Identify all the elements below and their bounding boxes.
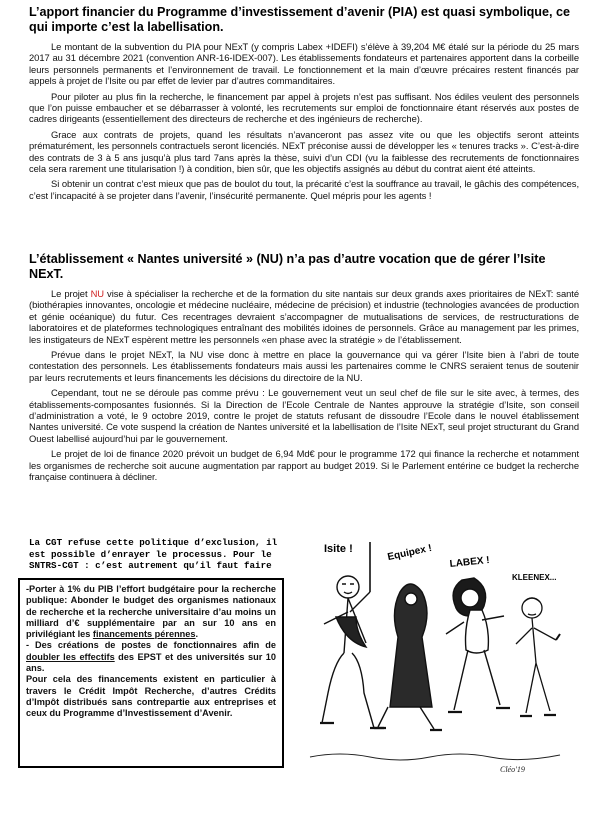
demand-1: -Porter à 1% du PIB l’effort budgétaire pour la recherche publique: Abonder le budget des organismes nationaux de recherche et la recherche universitaire d’au moins un milliard d’€ supplémentaire par an sur 10 ans en privilégiant les financements pérennes. — [26, 584, 276, 640]
pia-paragraph-1: Le montant de la subvention du PIA pour NExT (y compris Labex +IDEFI) s’élève à 39,204 M€ étalé sur la période du 25 mars 2017 au 31 décembre 2021 (convention ANR-16-IDEX-007). Les établissements fondateurs et partenaires apportent dans la corbeille leurs personnels permanents et l’environnement de travail. Le fonctionnement et la main d’œuvre précaires restent financés par appels à projet de l’Isite ou par effet de levier par d’autres commanditaires. — [29, 41, 579, 87]
cartoon-signature: Cléo'19 — [500, 765, 525, 774]
cartoon-label-labex: LABEX ! — [449, 554, 491, 571]
cgt-demands-box — [18, 578, 284, 768]
satirical-cartoon — [300, 532, 575, 784]
nu-paragraph-1: Le projet NU vise à spécialiser la recherche et de la formation du site nantais sur deux grands axes prioritaires de NExT: santé (biothérapies innovantes, oncologie et médecine nucléaire, médecine de précision) et industrie (technologies avancées de production et génie océanique) du futur. Ces recentrages devraient s’accompagner de mutualisations de services, de restructurations de laboratoires et de plateformes technologiques entraînant des mobilités idoines de personnels. Grâce au management par les primes, les instigateurs de NExT espèrent mettre les personnels «en phase avec la stratégie » de l’établissement. — [29, 288, 579, 345]
cartoon-label-equipex: Equipex ! — [386, 542, 433, 564]
demand-3: Pour cela des financements existent en particulier à travers le Crédit Impôt Recherche, d’autres Crédits d’Impôt distribués sans contrepartie aux entreprises et ceux du Programme d’Investissement d’Avenir. — [26, 674, 276, 719]
nu-paragraph-4: Le projet de loi de finance 2020 prévoit un budget de 6,94 Md€ pour le programme 172 qui finance la recherche et notamment les organismes de recherche soit aucune augmentation par rapport au budget 2019. Si le Parlement entérine ce budget la recherche française continuera à décliner. — [29, 448, 579, 483]
cgt-intro: La CGT refuse cette politique d’exclusion, il est possible d’enrayer le processus. Pour le SNTRS-CGT : c’est autrement qu’il faut faire — [29, 537, 278, 572]
section-pia-heading: L’apport financier du Programme d’investissement d’avenir (PIA) est quasi symbolique, ce qui importe c’est la labellisation. — [29, 5, 570, 34]
pia-paragraph-3: Grace aux contrats de projets, quand les résultats n’avanceront pas assez vite ou que les objectifs seront atteints prématurément, les personnels contractuels seront licenciés. NExT préconise aussi de développer les « tenures tracks ». C’est-à-dire des contrats de 3 à 5 ans jusqu’à plus tard 7ans après la thèse, suivi d’un CDI (vu la faiblesse des recrutements de fonctionnaires cela sera rarement une titularisation !) à condition, bien sûr, que les objectifs assignés au début du contrat aient été atteints. — [29, 128, 579, 175]
nu-paragraph-2: Prévue dans le projet NExT, la NU vise donc à mettre en place la gouvernance qui va gérer l’Isite bien à l’abri de toute contestation des personnels. Les établissements fondateurs mais aussi les partenaires comme le CNRS seraient tenus de soutenir par leurs recrutements et leurs financements les décisions du directoire de la NU. — [29, 349, 579, 383]
section-pia — [29, 5, 579, 201]
nu-paragraph-3: Cependant, tout ne se déroule pas comme prévu : Le gouvernement veut un seul chef de file sur le site avec, à termes, des établissements-composantes fusionnés. Si la Direction de l’Ecole Centrale de Nantes approuve la stratégie d’Isite, son conseil d’administration a voté, le 9 octobre 2019, contre le projet de statuts refusant de dissoudre l’Ecole dans le nouvel établissement Nantes université. Ce vote suspend la création de Nantes université et la labellisation de l’Isite NExT, seul projet structurant du Grand Ouest labellisé aujourd’hui par le gouvernement. — [29, 387, 579, 444]
pia-paragraph-4: Si obtenir un contrat c’est mieux que pas de boulot du tout, la précarité c’est la souffrance au travail, le gâchis des compétences, c’est l’incapacité à se projeter dans l’avenir, l’insécurité permanente. Quel mépris pour les agents ! — [29, 178, 579, 201]
section-nu-heading: L’établissement « Nantes université » (NU) n’a pas d’autre vocation que de gérer l’Isite NExT. — [29, 252, 546, 281]
cartoon-label-kleenex: KLEENEX... — [512, 573, 557, 582]
demand-2: - Des créations de postes de fonctionnaires afin de doubler les effectifs des EPST et des universités sur 10 ans. — [26, 640, 276, 674]
pia-paragraph-2: Pour piloter au plus fin la recherche, le financement par appel à projets n’est pas suffisant. Nos édiles veulent des personnels que l’on puisse embaucher et se débarrasser à volonté, les recrutements sur emploi de fonctionnaire étant réservés aux postes de cadres dirigeants (essentiellement des directeurs de recherche et des ingénieurs de recherche). — [29, 90, 579, 125]
nu-highlight: NU — [90, 288, 105, 299]
cartoon-label-isite: Isite ! — [324, 543, 353, 555]
section-nantes-universite — [29, 252, 579, 483]
